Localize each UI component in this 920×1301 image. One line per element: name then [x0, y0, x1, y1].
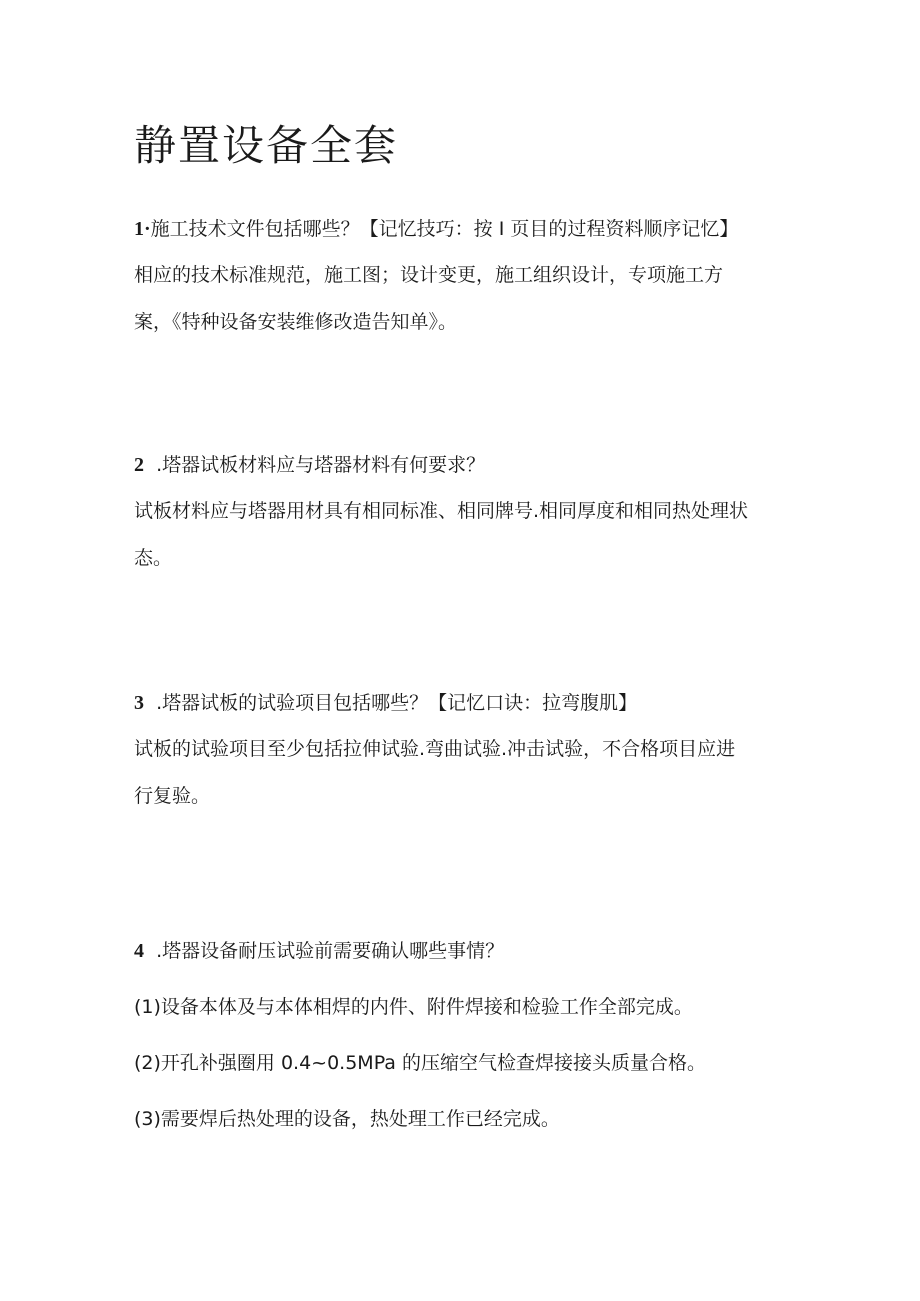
document-title: 静置设备全套 — [134, 121, 399, 170]
question-2-heading — [134, 448, 794, 482]
question-2-section — [134, 448, 794, 582]
question-1-answer-line-1: 相应的技术标准规范，施工图；设计变更，施工组织设计，专项施工方 — [134, 264, 724, 286]
question-1-answer-line-2: 案，《特种设备安装维修改造告知单》。 — [134, 311, 458, 333]
question-3-heading — [134, 686, 794, 720]
question-1-number: 1· — [134, 218, 151, 240]
question-1-section — [134, 212, 794, 346]
question-3-section — [134, 686, 794, 820]
question-3-number: 3 — [134, 692, 144, 714]
question-4-number: 4 — [134, 940, 144, 962]
question-4-section — [134, 934, 794, 968]
question-3-answer-line-2: 行复验。 — [134, 785, 211, 807]
question-2-answer-line-2: 态。 — [134, 547, 173, 569]
question-2-answer-line-1: 试板材料应与塔器用材具有相同标准、相同牌号.相同厚度和相同热处理状 — [134, 500, 749, 522]
question-4-item-2: (2)开孔补强圈用 0.4~0.5MPa 的压缩空气检查焊接接头质量合格。 — [134, 1052, 706, 1074]
question-1-heading — [134, 212, 794, 246]
question-4-text: .塔器设备耐压试验前需要确认哪些事情？ — [156, 940, 505, 962]
question-3-answer-line-1: 试板的试验项目至少包括拉伸试验.弯曲试验.冲击试验，不合格项目应进 — [134, 738, 736, 760]
question-4-item-3: (3)需要焊后热处理的设备，热处理工作已经完成。 — [134, 1108, 560, 1130]
question-3-text: .塔器试板的试验项目包括哪些？【记忆口诀：拉弯腹肌】 — [156, 692, 638, 714]
question-2-number: 2 — [134, 454, 144, 476]
question-4-heading — [134, 934, 794, 968]
question-4-item-1: (1)设备本体及与本体相焊的内件、附件焊接和检验工作全部完成。 — [134, 996, 693, 1018]
question-2-text: .塔器试板材料应与塔器材料有何要求？ — [156, 454, 486, 476]
question-1-text: 施工技术文件包括哪些？【记忆技巧：按 I 页目的过程资料顺序记忆】 — [150, 218, 739, 240]
